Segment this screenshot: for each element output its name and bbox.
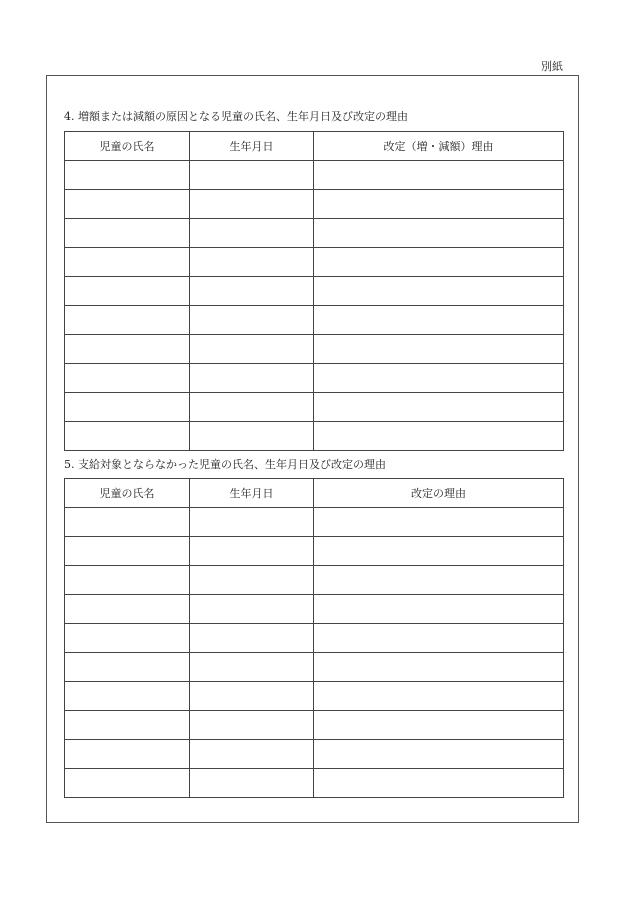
table-row [65,364,564,393]
cell-birth-date[interactable] [190,508,314,537]
cell-revision-reason[interactable] [314,248,564,277]
cell-revision-reason[interactable] [314,537,564,566]
table-row [65,219,564,248]
cell-child-name[interactable] [65,190,190,219]
table-row [65,595,564,624]
cell-revision-reason[interactable] [314,306,564,335]
table-row [65,248,564,277]
cell-birth-date[interactable] [190,422,314,451]
cell-revision-reason[interactable] [314,190,564,219]
cell-child-name[interactable] [65,508,190,537]
cell-birth-date[interactable] [190,161,314,190]
cell-child-name[interactable] [65,537,190,566]
cell-birth-date[interactable] [190,335,314,364]
table-row [65,335,564,364]
table-row [65,508,564,537]
section-4-title: 4. 増額または減額の原因となる児童の氏名、生年月日及び改定の理由 [64,110,408,123]
cell-revision-reason[interactable] [314,682,564,711]
table-row [65,537,564,566]
cell-birth-date[interactable] [190,740,314,769]
table-row [65,769,564,798]
cell-child-name[interactable] [65,219,190,248]
table-row [65,682,564,711]
table-row [65,161,564,190]
cell-revision-reason[interactable] [314,566,564,595]
cell-revision-reason[interactable] [314,277,564,306]
cell-child-name[interactable] [65,393,190,422]
cell-birth-date[interactable] [190,566,314,595]
column-header-child-name: 児童の氏名 [65,132,190,161]
cell-revision-reason[interactable] [314,393,564,422]
cell-child-name[interactable] [65,740,190,769]
cell-revision-reason[interactable] [314,508,564,537]
cell-child-name[interactable] [65,161,190,190]
table-row [65,711,564,740]
cell-revision-reason[interactable] [314,422,564,451]
attachment-label: 別紙 [541,60,563,73]
section-5-table [64,478,564,798]
cell-birth-date[interactable] [190,364,314,393]
cell-birth-date[interactable] [190,537,314,566]
table-row [65,740,564,769]
cell-child-name[interactable] [65,595,190,624]
cell-birth-date[interactable] [190,277,314,306]
cell-child-name[interactable] [65,422,190,451]
column-header-child-name: 児童の氏名 [65,479,190,508]
cell-birth-date[interactable] [190,682,314,711]
column-header-birth-date: 生年月日 [190,479,314,508]
cell-revision-reason[interactable] [314,364,564,393]
cell-revision-reason[interactable] [314,624,564,653]
cell-child-name[interactable] [65,624,190,653]
cell-revision-reason[interactable] [314,769,564,798]
cell-child-name[interactable] [65,277,190,306]
cell-child-name[interactable] [65,711,190,740]
table-row [65,306,564,335]
cell-revision-reason[interactable] [314,711,564,740]
table-row [65,624,564,653]
cell-revision-reason[interactable] [314,740,564,769]
table-row [65,422,564,451]
cell-birth-date[interactable] [190,595,314,624]
cell-child-name[interactable] [65,248,190,277]
cell-child-name[interactable] [65,653,190,682]
section-4-table [64,131,564,451]
cell-child-name[interactable] [65,566,190,595]
cell-child-name[interactable] [65,769,190,798]
cell-revision-reason[interactable] [314,653,564,682]
cell-birth-date[interactable] [190,190,314,219]
table-header-row [65,132,564,161]
cell-birth-date[interactable] [190,711,314,740]
cell-child-name[interactable] [65,335,190,364]
cell-child-name[interactable] [65,364,190,393]
section-5-title: 5. 支給対象とならなかった児童の氏名、生年月日及び改定の理由 [64,458,386,471]
table-row [65,566,564,595]
table-row [65,277,564,306]
cell-birth-date[interactable] [190,624,314,653]
table-header-row [65,479,564,508]
column-header-revision-reason: 改定の理由 [314,479,564,508]
cell-revision-reason[interactable] [314,161,564,190]
table-row [65,653,564,682]
cell-birth-date[interactable] [190,769,314,798]
cell-birth-date[interactable] [190,306,314,335]
cell-revision-reason[interactable] [314,219,564,248]
cell-birth-date[interactable] [190,248,314,277]
cell-child-name[interactable] [65,306,190,335]
cell-birth-date[interactable] [190,219,314,248]
cell-child-name[interactable] [65,682,190,711]
cell-revision-reason[interactable] [314,335,564,364]
cell-birth-date[interactable] [190,393,314,422]
column-header-birth-date: 生年月日 [190,132,314,161]
column-header-revision-reason: 改定（増・減額）理由 [314,132,564,161]
cell-birth-date[interactable] [190,653,314,682]
cell-revision-reason[interactable] [314,595,564,624]
table-row [65,393,564,422]
table-row [65,190,564,219]
